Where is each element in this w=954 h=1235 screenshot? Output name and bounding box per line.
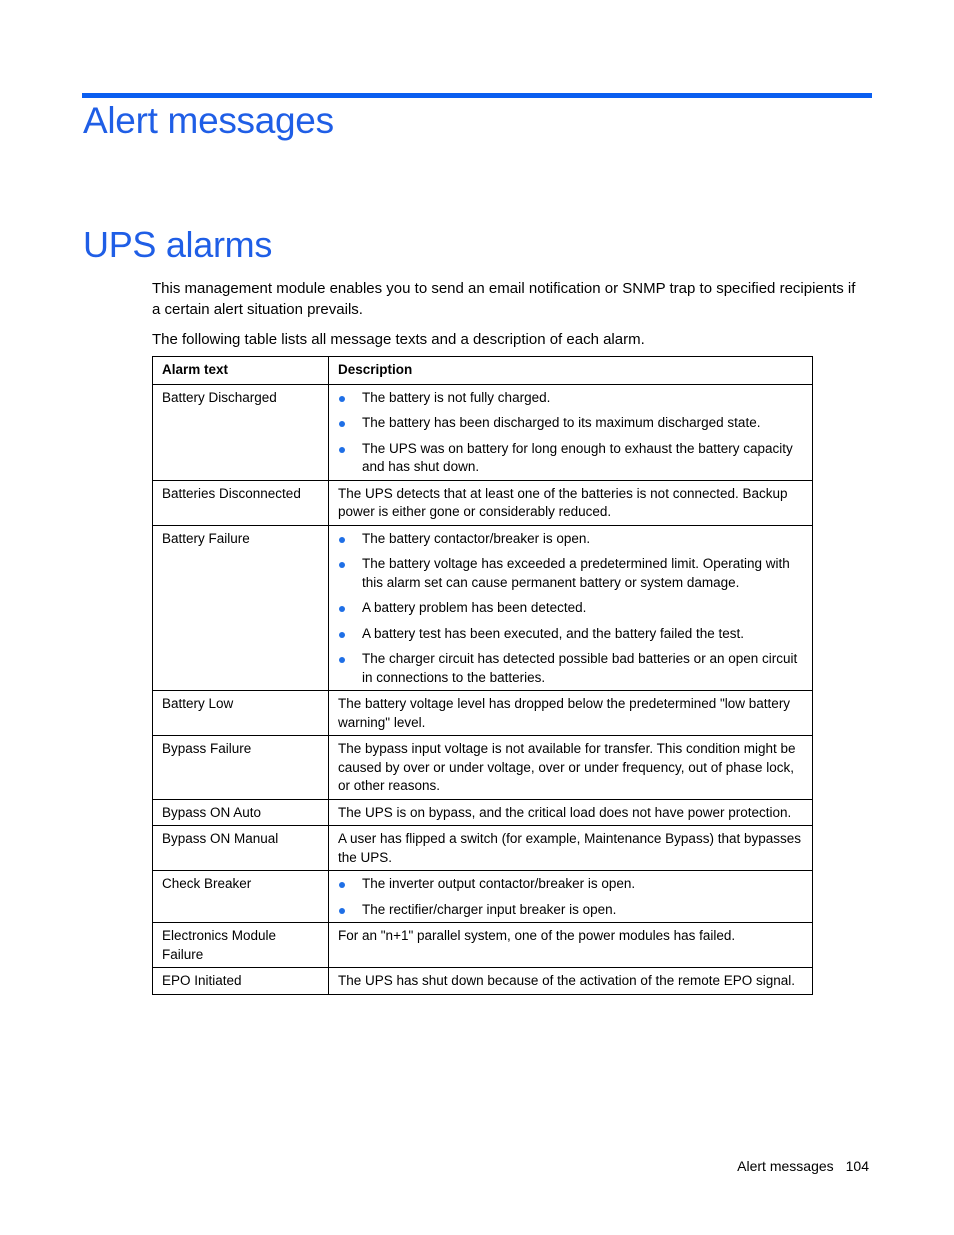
chapter-top-rule: [82, 93, 872, 98]
description-cell: The UPS has shut down because of the activation of the remote EPO signal.: [329, 968, 813, 995]
alarm-text-cell: Electronics Module Failure: [153, 923, 329, 968]
description-bullet-item: The battery has been discharged to its maximum discharged state.: [338, 414, 804, 433]
table-row: [153, 384, 813, 480]
table-row: [153, 799, 813, 826]
footer-section-name: Alert messages: [737, 1158, 834, 1174]
alarm-text-cell: Bypass Failure: [153, 736, 329, 800]
table-row: [153, 968, 813, 995]
table-row: [153, 826, 813, 871]
description-cell: The UPS detects that at least one of the batteries is not connected. Backup power is either gone or considerably reduced.: [329, 480, 813, 525]
chapter-title: Alert messages: [83, 100, 334, 141]
description-bullet-list: [338, 389, 804, 477]
description-cell: For an "n+1" parallel system, one of the power modules has failed.: [329, 923, 813, 968]
description-bullet-item: The inverter output contactor/breaker is open.: [338, 875, 804, 894]
alarm-text-cell: Check Breaker: [153, 871, 329, 923]
table-header-row: [153, 357, 813, 385]
description-cell: [329, 525, 813, 691]
description-cell: [329, 871, 813, 923]
page-footer: [737, 1158, 869, 1174]
description-bullet-item: The battery contactor/breaker is open.: [338, 530, 804, 549]
table-row: [153, 480, 813, 525]
header-description: Description: [329, 357, 813, 385]
intro-paragraph: This management module enables you to send an email notification or SNMP trap to specified recipients if a certain alert situation prevails.: [152, 280, 856, 318]
table-lead-paragraph: The following table lists all message texts and a description of each alarm.: [152, 331, 645, 348]
description-bullet-item: A battery problem has been detected.: [338, 599, 804, 618]
description-bullet-item: The rectifier/charger input breaker is open.: [338, 901, 804, 920]
description-cell: A user has flipped a switch (for example, Maintenance Bypass) that bypasses the UPS.: [329, 826, 813, 871]
table-row: [153, 871, 813, 923]
alarm-text-cell: Bypass ON Manual: [153, 826, 329, 871]
alarm-text-cell: Batteries Disconnected: [153, 480, 329, 525]
table-row: [153, 736, 813, 800]
description-bullet-item: The battery voltage has exceeded a predetermined limit. Operating with this alarm set can cause permanent battery or system damage.: [338, 555, 804, 592]
alarm-text-cell: EPO Initiated: [153, 968, 329, 995]
description-bullet-item: The battery is not fully charged.: [338, 389, 804, 408]
alarms-table: [152, 356, 813, 995]
description-bullet-item: A battery test has been executed, and the battery failed the test.: [338, 625, 804, 644]
page-number: 104: [845, 1158, 869, 1174]
table-row: [153, 923, 813, 968]
description-cell: The battery voltage level has dropped below the predetermined "low battery warning" level.: [329, 691, 813, 736]
description-cell: [329, 384, 813, 480]
alarm-text-cell: Battery Discharged: [153, 384, 329, 480]
alarms-table-body: [153, 384, 813, 994]
description-bullet-list: [338, 875, 804, 919]
table-row: [153, 691, 813, 736]
section-title: UPS alarms: [83, 224, 273, 265]
alarm-text-cell: Battery Failure: [153, 525, 329, 691]
table-row: [153, 525, 813, 691]
alarm-text-cell: Battery Low: [153, 691, 329, 736]
description-bullet-item: The UPS was on battery for long enough to exhaust the battery capacity and has shut down.: [338, 440, 804, 477]
description-bullet-item: The charger circuit has detected possible bad batteries or an open circuit in connections to the batteries.: [338, 650, 804, 687]
description-cell: The bypass input voltage is not available for transfer. This condition might be caused by over or under voltage, over or under frequency, out of phase lock, or other reasons.: [329, 736, 813, 800]
header-alarm-text: Alarm text: [153, 357, 329, 385]
description-bullet-list: [338, 530, 804, 688]
description-cell: The UPS is on bypass, and the critical load does not have power protection.: [329, 799, 813, 826]
alarm-text-cell: Bypass ON Auto: [153, 799, 329, 826]
